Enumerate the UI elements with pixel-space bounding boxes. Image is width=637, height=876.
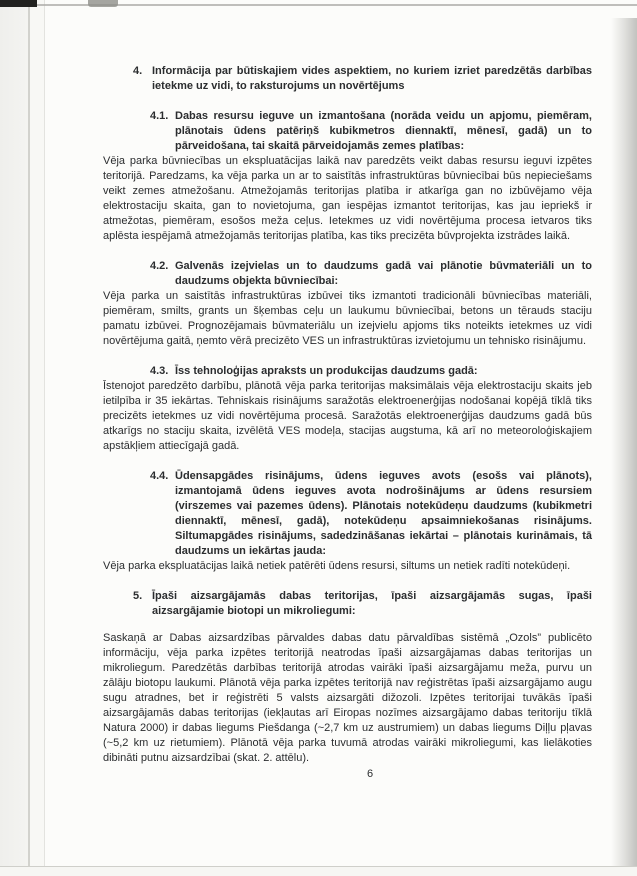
- scan-right-shadow: [611, 18, 637, 868]
- scan-bottom-strip: [0, 867, 637, 876]
- page-number: 6: [366, 768, 374, 780]
- section-heading-text: Dabas resursu ieguve un izmantošana (norāda veidu un apjomu, piemēram, plānotais ūdens patēriņš kubikmetros diennaktī, mēnesī, gadā) un to pārveidošana, tai skaitā pārveidojamās zemes platības:: [175, 110, 592, 152]
- scan-artifact-top-left: [0, 0, 37, 7]
- section-heading-text: Informācija par būtiskajiem vides aspektiem, no kuriem izriet paredzētās darbības ietekme uz vidi, to raksturojums un novērtējums: [152, 65, 592, 92]
- section-4: [103, 64, 592, 94]
- section-number: 4.1.: [150, 110, 169, 122]
- section-number: 4.2.: [150, 260, 169, 272]
- section-heading: [103, 64, 592, 94]
- scan-left-fold-line: [44, 0, 45, 876]
- section-heading-text: Galvenās izejvielas un to daudzums gadā vai plānotie būvmateriāli un to daudzums objekta būvniecībai:: [175, 260, 592, 287]
- section-5: [103, 589, 592, 766]
- section-number: 4.3.: [150, 365, 169, 377]
- section-number: 5.: [133, 590, 143, 602]
- section-4-1: [103, 109, 592, 244]
- section-number: 4.4.: [150, 470, 169, 482]
- section-paragraph: Saskaņā ar Dabas aizsardzības pārvaldes dabas datu pārvaldības sistēmā „Ozols” publicēto informāciju, vēja parka izpētes teritorijā neatrodas īpaši aizsargājamas dabas teritorijas un mikroliegum. Paredzētās darbības teritorijā atrodas vairāki īpaši aizsargājamu meža, purvu un zālāju biotopu laukumi. Plānotā vēja parka izpētes teritorijā nav reģistrētas īpaši aizsargājamo augu sugu atradnes, bet ir reģistrēti 5 valsts aizsargāti dižozoli. Izpētes teritorijai tuvākās īpaši aizsargājamās dabas teritorijas (iekļautas arī Eiropas nozīmes aizsargājamo dabas teritoriju tīklā Natura 2000) ir dabas liegums Piešdanga (~2,7 km uz austrumiem) un dabas liegums Diļļu pļavas (~5,2 km uz rietumiem). Plānotā vēja parka tuvumā atrodas vairāki mikroliegumi, kas lielākoties dibināti putnu aizsardzībai (skat. 2. attēlu).: [103, 632, 592, 764]
- section-4-3: [103, 364, 592, 454]
- section-paragraph: Vēja parka ekspluatācijas laikā netiek patērēti ūdens resursi, siltums un netiek radīti notekūdeņi.: [103, 560, 571, 572]
- scan-artifact-smudge: [88, 0, 118, 7]
- section-number: 4.: [133, 65, 143, 77]
- document-body: [103, 64, 592, 782]
- section-heading: [103, 589, 592, 619]
- scan-left-edge: [0, 0, 28, 876]
- section-heading-text: Īpaši aizsargājamās dabas teritorijas, īpaši aizsargājamās sugas, īpaši aizsargājamie biotopi un mikroliegumi:: [152, 590, 592, 617]
- section-paragraph: Īstenojot paredzēto darbību, plānotā vēja parka teritorijas maksimālais vēja elektrostaciju skaits jeb ietilpība ir 35 iekārtas. Tehniskais risinājums saražotās elektroenerģijas nodošanai kopējā tīklā tiks precizēts ietekmes uz vidi novērtējuma procesā. Saražotās elektroenerģijas daudzums gadā būs atkarīgs no staciju skaita, izvēlētā VES modeļa, stacijas augstuma, kā arī no meteoroloģiskajiem apstākļiem attiecīgajā gadā.: [103, 380, 592, 452]
- section-heading-text: Īss tehnoloģijas apraksts un produkcijas daudzums gadā:: [175, 365, 478, 377]
- section-paragraph: Vēja parka un saistītās infrastruktūras izbūvei tiks izmantoti tradicionāli būvniecības materiāli, piemēram, smilts, grants un šķembas ceļu un laukumu būvniecībai, betons un tērauds staciju pamatu izbūvei. Prognozējamais būvmateriālu un izejvielu apjoms tiks noteikts ietekmes uz vidi novērtējuma gaitā, ņemto vērā precizēto VES un infrastruktūras izvietojumu un tehnisko risinājumu.: [103, 290, 592, 347]
- section-heading: [103, 109, 592, 154]
- section-heading: [103, 469, 592, 559]
- section-4-2: [103, 259, 592, 349]
- section-heading: [103, 259, 592, 289]
- section-paragraph: Vēja parka būvniecības un ekspluatācijas laikā nav paredzēts veikt dabas resursu ieguvi izpētes teritorijā. Paredzams, ka vēja parka un ar to saistītās infrastruktūras būvniecībai būs nepieciešams veikt zemes atmežošanu. Atmežojamās teritorijas platība ir atkarīga gan no izbūvējamo vēja elektrostaciju skaita, gan to novietojuma, gan iespējas izmantot teritorijas, kas jau iepriekš ir atmežotas, piemēram, esošos meža ceļus. Ietekmes uz vidi novērtējuma procesa ietvaros tiks aplēsta iespējamā atmežojamās teritorijas platība, kas tiks precizēta būvprojekta izstrādes laikā.: [103, 155, 592, 242]
- scan-left-page-margin: [30, 0, 44, 876]
- section-heading-text: Ūdensapgādes risinājums, ūdens ieguves avots (esošs vai plānots), izmantojamā ūdens ieguves avota nodrošinājums ar ūdens resursiem (virszemes vai pazemes ūdens). Plānotais notekūdeņu daudzums (kubikmetri diennaktī, mēnesī, gadā), notekūdeņu apsaimniekošanas risinājums. Siltumapgādes risinājums, sadedzināšanas iekārtai – plānotais kurināmais, tā daudzums un iekārtas jauda:: [175, 470, 592, 557]
- section-heading: [103, 364, 592, 379]
- section-4-4: [103, 469, 592, 574]
